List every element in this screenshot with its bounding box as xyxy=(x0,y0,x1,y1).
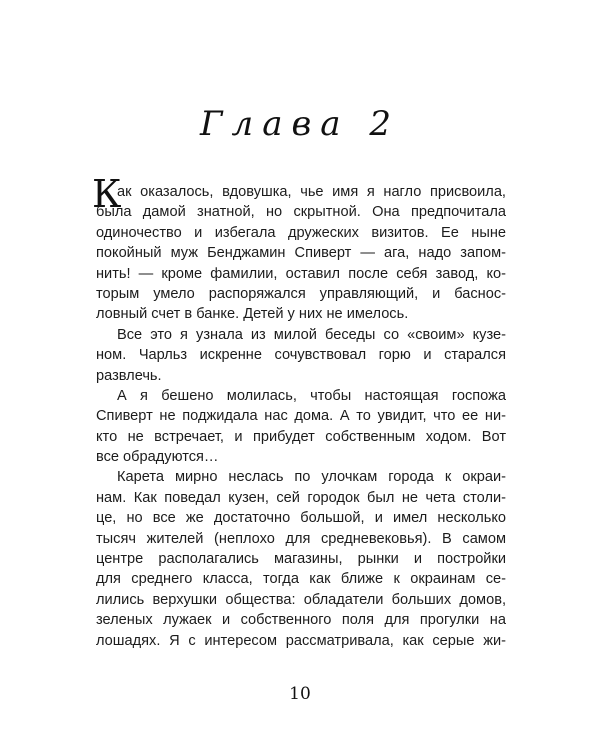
text-line: для среднего класса, тогда как ближе к окраинам се- xyxy=(96,571,506,588)
text-line: це, но все же достаточно большой, и имел несколько xyxy=(96,510,506,527)
text-line: ловный счет в банке. Детей у них не имелось. xyxy=(96,306,409,323)
text-line: Карета мирно неслась по улочкам города к окраи- xyxy=(117,469,506,486)
drop-cap: К xyxy=(92,172,122,216)
text-line: покойный муж Бенджамин Спиверт — ага, надо запом- xyxy=(96,245,506,262)
text-line: была дамой знатной, но скрытной. Она предпочитала xyxy=(96,204,506,221)
text-line: Спиверт не поджидала нас дома. А то увидит, что ее ни- xyxy=(96,408,506,425)
text-line: центре располагались магазины, рынки и постройки xyxy=(96,551,506,568)
text-line: лошадях. Я с интересом рассматривала, как серые жи- xyxy=(96,632,506,649)
paragraph-4 xyxy=(96,467,506,651)
text-line: Все это я узнала из милой беседы со «своим» кузе- xyxy=(117,326,506,343)
text-line: кто не встречает, и прибудет собственным ходом. Вот xyxy=(96,428,506,445)
chapter-title: Глава 2 xyxy=(200,104,400,144)
paragraph-1 xyxy=(92,172,506,325)
text-line: торым умело распоряжался управляющий, и баснос- xyxy=(96,285,506,302)
text-line: нить! — кроме фамилии, оставил после себя завод, ко- xyxy=(96,265,506,282)
text-line: тысяч жителей (неплохо для средневековья). В самом xyxy=(96,530,506,547)
paragraph-2 xyxy=(96,325,506,386)
body-text xyxy=(92,172,506,651)
text-line: ном. Чарльз искренне сочувствовал горю и старался xyxy=(96,347,506,364)
text-line: ак оказалось, вдовушка, чье имя я нагло присвоила, xyxy=(117,184,506,200)
text-line: зеленых лужаек и собственного поля для прогулки на xyxy=(96,612,506,629)
text-line: одиночество и избегала дружеских визитов. Ее ныне xyxy=(96,224,506,241)
text-line: лились верхушки общества: обладатели больших домов, xyxy=(96,591,506,608)
paragraph-3 xyxy=(96,386,506,468)
page-number: 10 xyxy=(289,684,311,704)
text-line: нам. Как поведал кузен, сей городок был не чета столи- xyxy=(96,489,506,506)
text-line: развлечь. xyxy=(96,367,162,384)
text-line: все обрадуются… xyxy=(96,449,219,466)
text-line: А я бешено молилась, чтобы настоящая госпожа xyxy=(117,387,506,404)
